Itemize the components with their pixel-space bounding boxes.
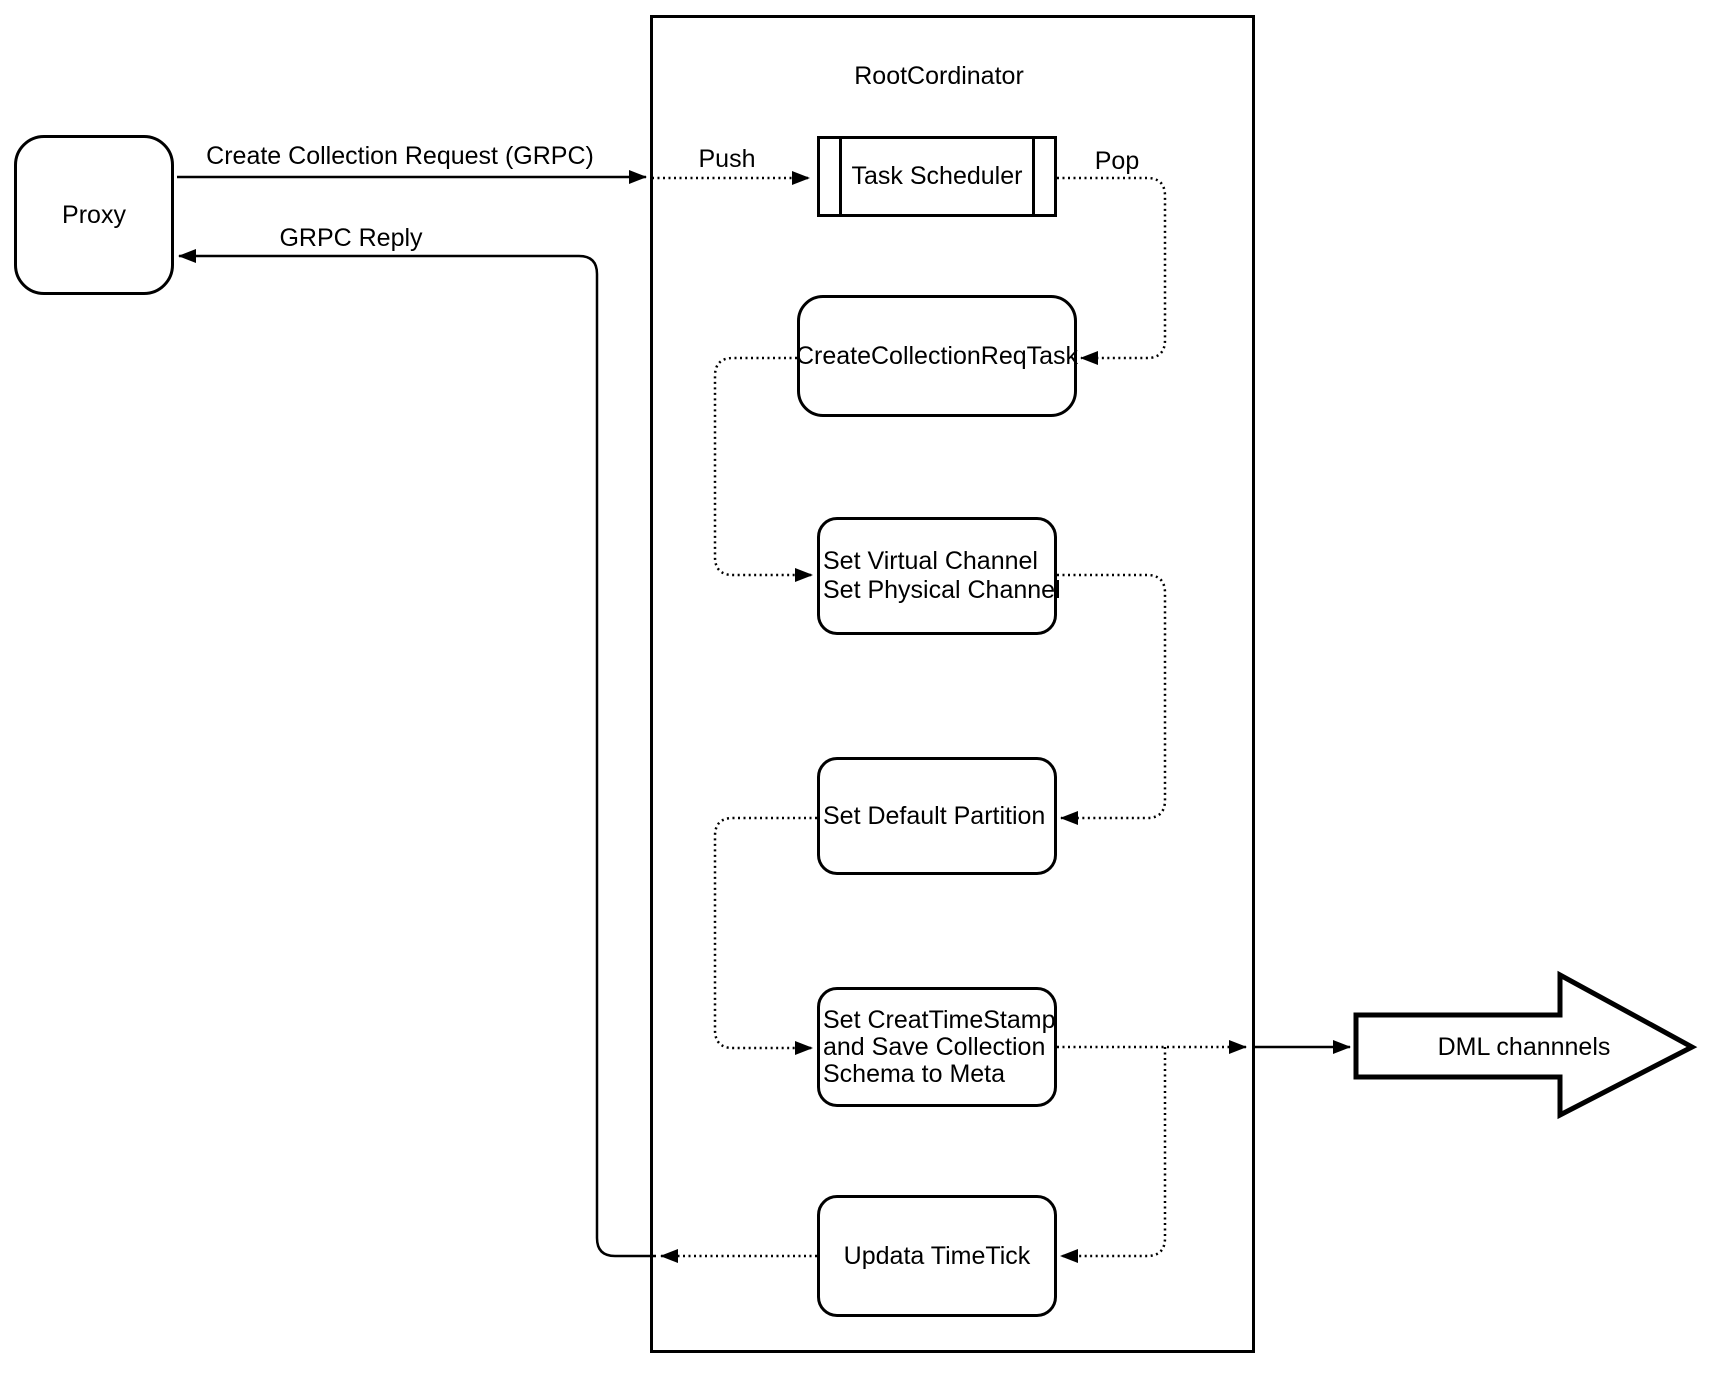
node-set-default-partition (817, 757, 1057, 875)
node-create-collection-req-task (797, 295, 1077, 417)
rootcordinator-title: RootCordinator (854, 62, 1024, 90)
task-scheduler-left-bar (839, 139, 842, 214)
dml-channels-label: DML channnels (1437, 1033, 1611, 1061)
node-set-creat-timestamp-line2: and Save Collection (823, 1032, 1046, 1061)
edge-label-push: Push (698, 145, 756, 173)
node-set-channel-line1: Set Virtual Channel (823, 547, 1038, 575)
node-updata-timetick (817, 1195, 1057, 1317)
edge-grpc-reply (179, 256, 656, 1256)
node-set-creat-timestamp (817, 987, 1057, 1107)
node-task-scheduler-label: Task Scheduler (851, 162, 1023, 190)
node-set-default-partition-label: Set Default Partition (823, 801, 1046, 830)
node-create-collection-req-task-label: CreateCollectionReqTask (795, 341, 1079, 370)
node-updata-timetick-label: Updata TimeTick (843, 1241, 1031, 1270)
task-scheduler-right-bar (1032, 139, 1035, 214)
node-set-creat-timestamp-line1: Set CreatTimeStamp (823, 1005, 1056, 1034)
node-set-creat-timestamp-line3: Schema to Meta (823, 1059, 1006, 1088)
edge-label-pop: Pop (1094, 147, 1140, 175)
node-proxy-label: Proxy (62, 200, 126, 229)
node-task-scheduler (817, 136, 1057, 217)
node-proxy (14, 135, 174, 295)
edge-label-create-collection-request: Create Collection Request (GRPC) (206, 142, 594, 170)
edge-label-grpc-reply: GRPC Reply (279, 224, 423, 252)
node-set-channel (817, 517, 1061, 635)
node-set-channel-line2: Set Physical Channel (823, 576, 1061, 604)
